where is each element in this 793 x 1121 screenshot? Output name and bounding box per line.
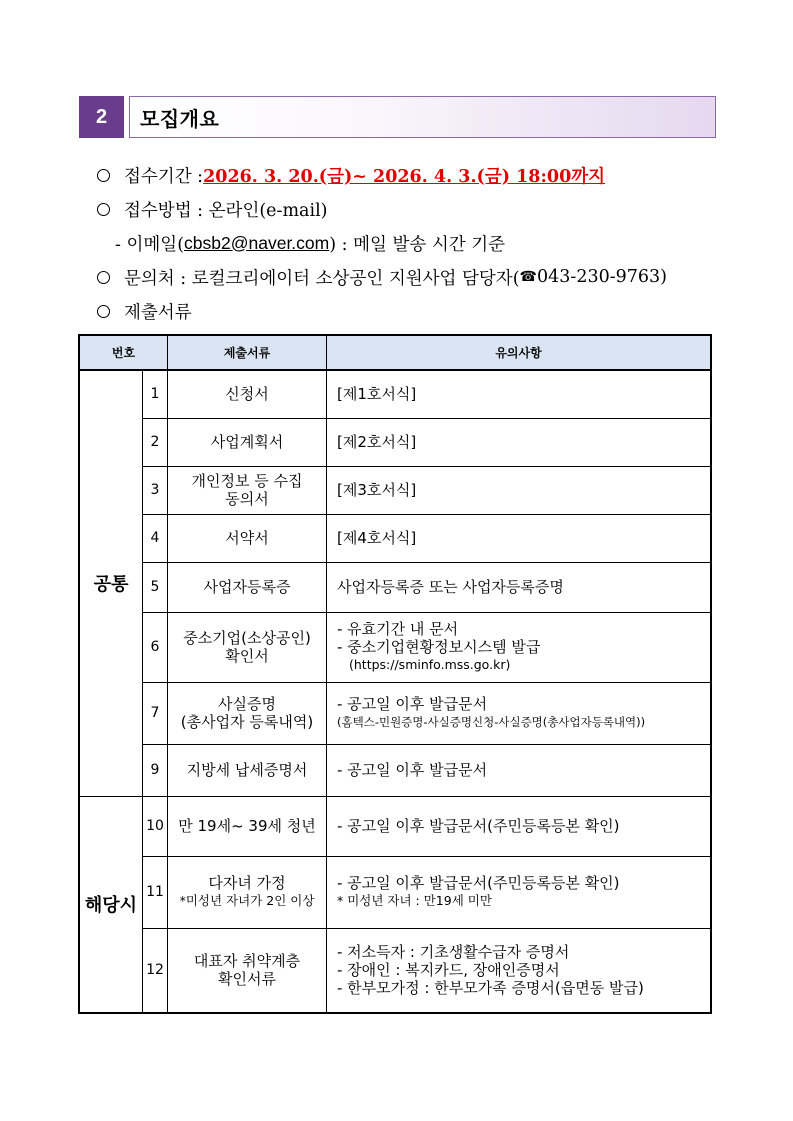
note-line: - 공고일 이후 발급문서(주민등록등본 확인) bbox=[337, 874, 620, 892]
document-notes: [제2호서식] bbox=[327, 418, 712, 466]
section-number: 2 bbox=[79, 96, 124, 138]
document-name-line2: 동의서 bbox=[225, 490, 269, 508]
document-notes: - 공고일 이후 발급문서 bbox=[327, 744, 712, 796]
note-line: - 중소기업현황정보시스템 발급 bbox=[337, 638, 541, 656]
document-notes bbox=[327, 856, 712, 928]
document-notes: [제1호서식] bbox=[327, 370, 712, 418]
table-row bbox=[79, 796, 711, 856]
row-number: 1 bbox=[143, 370, 168, 418]
email-prefix: - 이메일( bbox=[115, 234, 185, 255]
info-list bbox=[95, 158, 667, 328]
document-name bbox=[168, 466, 327, 514]
document-name-line2: (총사업자 등록내역) bbox=[180, 713, 314, 731]
phone-icon: ☎ bbox=[519, 269, 537, 285]
document-notes: 사업자등록증 또는 사업자등록증명 bbox=[327, 562, 712, 612]
row-number: 2 bbox=[143, 418, 168, 466]
table-row bbox=[79, 682, 711, 744]
document-name-line1: 개인정보 등 수집 bbox=[191, 472, 303, 490]
note-line: - 공고일 이후 발급문서 bbox=[337, 695, 488, 713]
document-name-line2: 확인서 bbox=[225, 647, 269, 665]
document-name: 만 19세~ 39세 청년 bbox=[168, 796, 327, 856]
group-common: 공통 bbox=[79, 370, 143, 796]
document-name-line1: 중소기업(소상공인) bbox=[183, 629, 311, 647]
table-row bbox=[79, 928, 711, 1013]
info-period bbox=[95, 158, 667, 192]
row-number: 9 bbox=[143, 744, 168, 796]
group-applicable: 해당시 bbox=[79, 796, 143, 1013]
info-documents bbox=[95, 294, 667, 328]
table-row bbox=[79, 856, 711, 928]
documents-label: 제출서류 bbox=[124, 302, 192, 323]
row-number: 6 bbox=[143, 612, 168, 682]
note-line: - 유효기간 내 문서 bbox=[337, 620, 459, 638]
row-number: 12 bbox=[143, 928, 168, 1013]
period-label: 접수기간 : bbox=[124, 166, 204, 187]
note-line: - 저소득자 : 기초생활수급자 증명서 bbox=[337, 943, 570, 962]
note-line: - 한부모가정 : 한부모가족 증명서(읍면동 발급) bbox=[337, 979, 644, 998]
email-suffix: ) : 메일 발송 시간 기준 bbox=[329, 234, 506, 255]
documents-table bbox=[78, 334, 712, 1014]
row-number: 3 bbox=[143, 466, 168, 514]
document-name-line1: 사실증명 bbox=[218, 695, 276, 713]
document-name bbox=[168, 928, 327, 1013]
period-value: 2026. 3. 20.(금)~ 2026. 4. 3.(금) 18:00까지 bbox=[203, 166, 606, 187]
document-name-line2: 확인서류 bbox=[218, 970, 276, 989]
info-email bbox=[115, 226, 667, 260]
document-notes bbox=[327, 928, 712, 1013]
document-name: 사업자등록증 bbox=[168, 562, 327, 612]
document-notes: [제3호서식] bbox=[327, 466, 712, 514]
table-row bbox=[79, 612, 711, 682]
table-row bbox=[79, 744, 711, 796]
header-notes: 유의사항 bbox=[327, 335, 712, 370]
document-name-line1: 다자녀 가정 bbox=[208, 874, 286, 892]
table-row bbox=[79, 418, 711, 466]
bullet-circle-icon bbox=[97, 305, 110, 318]
document-name-line2: *미성년 자녀가 2인 이상 bbox=[179, 893, 315, 908]
document-name: 서약서 bbox=[168, 514, 327, 562]
table-row bbox=[79, 562, 711, 612]
note-url: (https://sminfo.mss.go.kr) bbox=[349, 657, 511, 672]
note-line: - 장애인 : 복지카드, 장애인증명서 bbox=[337, 961, 560, 980]
section-title: 모집개요 bbox=[140, 106, 220, 131]
contact-phone: 043-230-9763) bbox=[537, 267, 667, 287]
table-row bbox=[79, 466, 711, 514]
document-name: 신청서 bbox=[168, 370, 327, 418]
bullet-circle-icon bbox=[97, 169, 110, 182]
row-number: 11 bbox=[143, 856, 168, 928]
info-method bbox=[95, 192, 667, 226]
bullet-circle-icon bbox=[97, 271, 110, 284]
row-number: 10 bbox=[143, 796, 168, 856]
method-label: 접수방법 : 온라인(e-mail) bbox=[124, 200, 328, 221]
bullet-circle-icon bbox=[97, 203, 110, 216]
document-name: 사업계획서 bbox=[168, 418, 327, 466]
section-title-box bbox=[129, 96, 716, 138]
table-row bbox=[79, 514, 711, 562]
header-number: 번호 bbox=[79, 335, 168, 370]
document-notes bbox=[327, 682, 712, 744]
info-contact bbox=[95, 260, 667, 294]
document-notes: - 공고일 이후 발급문서(주민등록등본 확인) bbox=[327, 796, 712, 856]
document-name bbox=[168, 612, 327, 682]
section-header bbox=[79, 96, 715, 138]
document-name bbox=[168, 682, 327, 744]
table-header-row bbox=[79, 335, 711, 370]
email-link[interactable]: cbsb2@naver.com bbox=[184, 232, 330, 253]
row-number: 4 bbox=[143, 514, 168, 562]
note-line: (홈텍스-민원증명-사실증명신청-사실증명(총사업자등록내역)) bbox=[337, 715, 646, 729]
table-row bbox=[79, 370, 711, 418]
contact-label: 문의처 : 로컬크리에이터 소상공인 지원사업 담당자( bbox=[124, 268, 520, 289]
row-number: 5 bbox=[143, 562, 168, 612]
note-line: * 미성년 자녀 : 만19세 미만 bbox=[337, 893, 492, 908]
document-name-line1: 대표자 취약계층 bbox=[193, 952, 301, 971]
document-name: 지방세 납세증명서 bbox=[168, 744, 327, 796]
header-document: 제출서류 bbox=[168, 335, 327, 370]
document-notes bbox=[327, 612, 712, 682]
document-name bbox=[168, 856, 327, 928]
document-notes: [제4호서식] bbox=[327, 514, 712, 562]
row-number: 7 bbox=[143, 682, 168, 744]
